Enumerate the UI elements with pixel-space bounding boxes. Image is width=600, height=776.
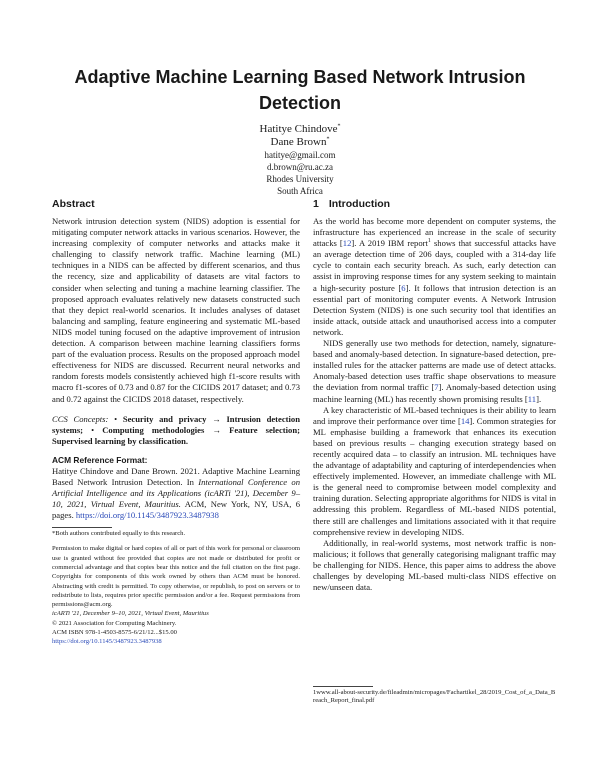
ccs-concept: Computing methodologies → Feature selection; Supervised learning by classification. [52,424,300,446]
permission-notice: Permission to make digital or hard copies of all or part of this work for personal or classroom use is granted without fee provided that copies are not made or distributed for profit or commercial advantage and that copies bear this notice and the full citation on the first page. Copyrights for components of this work owned by others than ACM must be honored. Abstracting with credit is permitted. To copy otherwise, or republish, to post on servers or to redistribute to lists, requires prior specific permission and/or a fee. Request permissions from permissions@acm.org. [52,545,300,609]
author-email[interactable]: hatitye@gmail.com [264,150,336,160]
doi-short-link[interactable]: https://doi.org/10.1145/3487923.3487938 [52,638,162,646]
ccs-concept: Security and privacy → Intrusion detection systems; [52,413,300,435]
right-column [313,198,556,593]
author-email[interactable]: d.brown@ru.ac.za [266,162,333,172]
conference-line: icARTi '21, December 9–10, 2021, Virtual Event, Mauritius [52,610,209,618]
author-name: Hatitye Chindove* [259,123,341,135]
footnote-mark[interactable]: 1 [427,238,431,245]
footnote-rule [313,686,373,687]
author-country: South Africa [277,186,323,196]
isbn-line: ACM ISBN 978-1-4503-8575-6/21/12...$15.00 [52,629,177,637]
acm-reference-text: Hatitye Chindove and Dane Brown. 2021. Adaptive Machine Learning Based Network Intrusion Detection. In International Conference on Artificial Intelligence and its Applications (icARTi '21), December 9–10, 2021, Virtual Event, Mauritius. ACM, New York, NY, USA, 6 pages. https://doi.org/10.1145/3487923.3487938 [52,465,300,521]
author-affiliation: Rhodes University [266,174,334,184]
intro-paragraph: Additionally, in real-world systems, most network traffic is non-malicious; it follows that generally categorising malignant traffic may be challenging for NIDS. Hence, this paper aims to address the above challenges by developing ML-based multi-class NIDS effective on new/unseen data. [313,537,556,593]
citation-link[interactable]: 11 [527,393,537,404]
intro-paragraph: A key characteristic of ML-based techniques is their ability to learn and improve their performance over time [14]. Common strategies for ML emphasise building a framework that enhances its execution based on previous results – changing execution strategy based on recently acquired data – to classify an intrusion. ML techniques have the advantage of adaptability and capturing of interdependencies when effectively implemented. However, an immediate challenge with ML is the general need to compromise between model complexity and training duration. Selecting appropriate algorithms for NIDS is vital in addressing this problem. Regardless of ML-based NIDS potential, there still are challenges and limitations associated with it that require comprehensive review in developing NIDS. [313,404,556,537]
intro-paragraph: As the world has become more dependent on computer systems, the infrastructure has experienced an increase in the scale of security attacks [12]. A 2019 IBM report$^1$ shows that successful attacks have an average detection time of 206 days, coupled with a 314-day life cycle to contain each security breach. As such, early detection can assist in improving response times for any system seeking to maintain a high-security posture [6]. It follows that intrusion detection is an essential part of monitoring computer events. A Network Intrusion Detection System (NIDS) is one such security tool that identifies an inside attack, outside attack and unauthorised access into a computer network. [313,216,556,337]
section-heading-introduction: 1 Introduction [313,198,391,210]
author-name: Dane Brown* [270,136,330,148]
citation-link[interactable]: 7 [434,382,439,393]
copyright-line: © 2021 Association for Computing Machinery. [52,619,177,627]
footnote-rule [52,527,112,528]
citation-link[interactable]: 14 [460,415,470,426]
abstract-heading: Abstract [52,198,95,210]
left-column [52,198,300,647]
citation-link[interactable]: 12 [342,238,352,249]
url-footnote: 1www.all-about-security.de/fileadmin/micropages/Fachartikel_28/2019_Cost_of_a_Data_Breach_Report_final.pdf [313,686,556,705]
equal-contribution-footnote: *Both authors contributed equally to this research. [52,530,186,538]
acm-reference-heading: ACM Reference Format: [52,454,148,465]
author-block [200,123,400,197]
doi-link[interactable]: https://doi.org/10.1145/3487923.3487938 [75,510,219,521]
paper-title: Adaptive Machine Learning Based Network Intrusion Detection [74,67,526,113]
copyright-block [52,609,300,646]
ccs-concepts: CCS Concepts: • Security and privacy → Intrusion detection systems; • Computing methodologies → Feature selection; Supervised learning by classification. [52,413,300,446]
intro-paragraph: NIDS generally use two methods for detection, namely, signature-based and anomaly-based detection. In signature-based detection, pre-installed rules for the attacker patterns are made use of detect attacks. Anomaly-based detection uses traffic shape observations to measure the deviation from normal traffic [7]. Anomaly-based detection using machine learning (ML) has recently shown promising results [11]. [313,338,557,404]
ccs-label: CCS Concepts: [52,413,109,424]
abstract-text: Network intrusion detection system (NIDS) adoption is essential for mitigating computer network attacks in various scenarios. However, the increasing complexity of computer networks and attacks make it challenging to classify network traffic. Machine learning (ML) techniques in a NIDS can be affected by different scenarios, and thus the recency, size and applicability of datasets are vital factors to consider when selecting and tuning a machine learning classifier. The proposed approach evaluates relatively new datasets constructed such that they depict real-world scenarios. It includes analyses of dataset balancing and sampling, feature engineering and systematic ML-based NIDS model tuning focused on the adaptive improvement of intrusion detection. A comparison between machine learning classifiers forms part of the evaluation process. Results on the proposed approach model effectiveness for NIDS are discussed. Recurrent neural networks and random forests models consistently achieved high f1-score results with macro f1-scores of 0.73 and 0.87 for the CICIDS 2017 dataset; and 0.73 and 0.72 against the CICIDS 2018 dataset, respectively. [52,216,300,404]
citation-link[interactable]: 6 [401,282,406,293]
